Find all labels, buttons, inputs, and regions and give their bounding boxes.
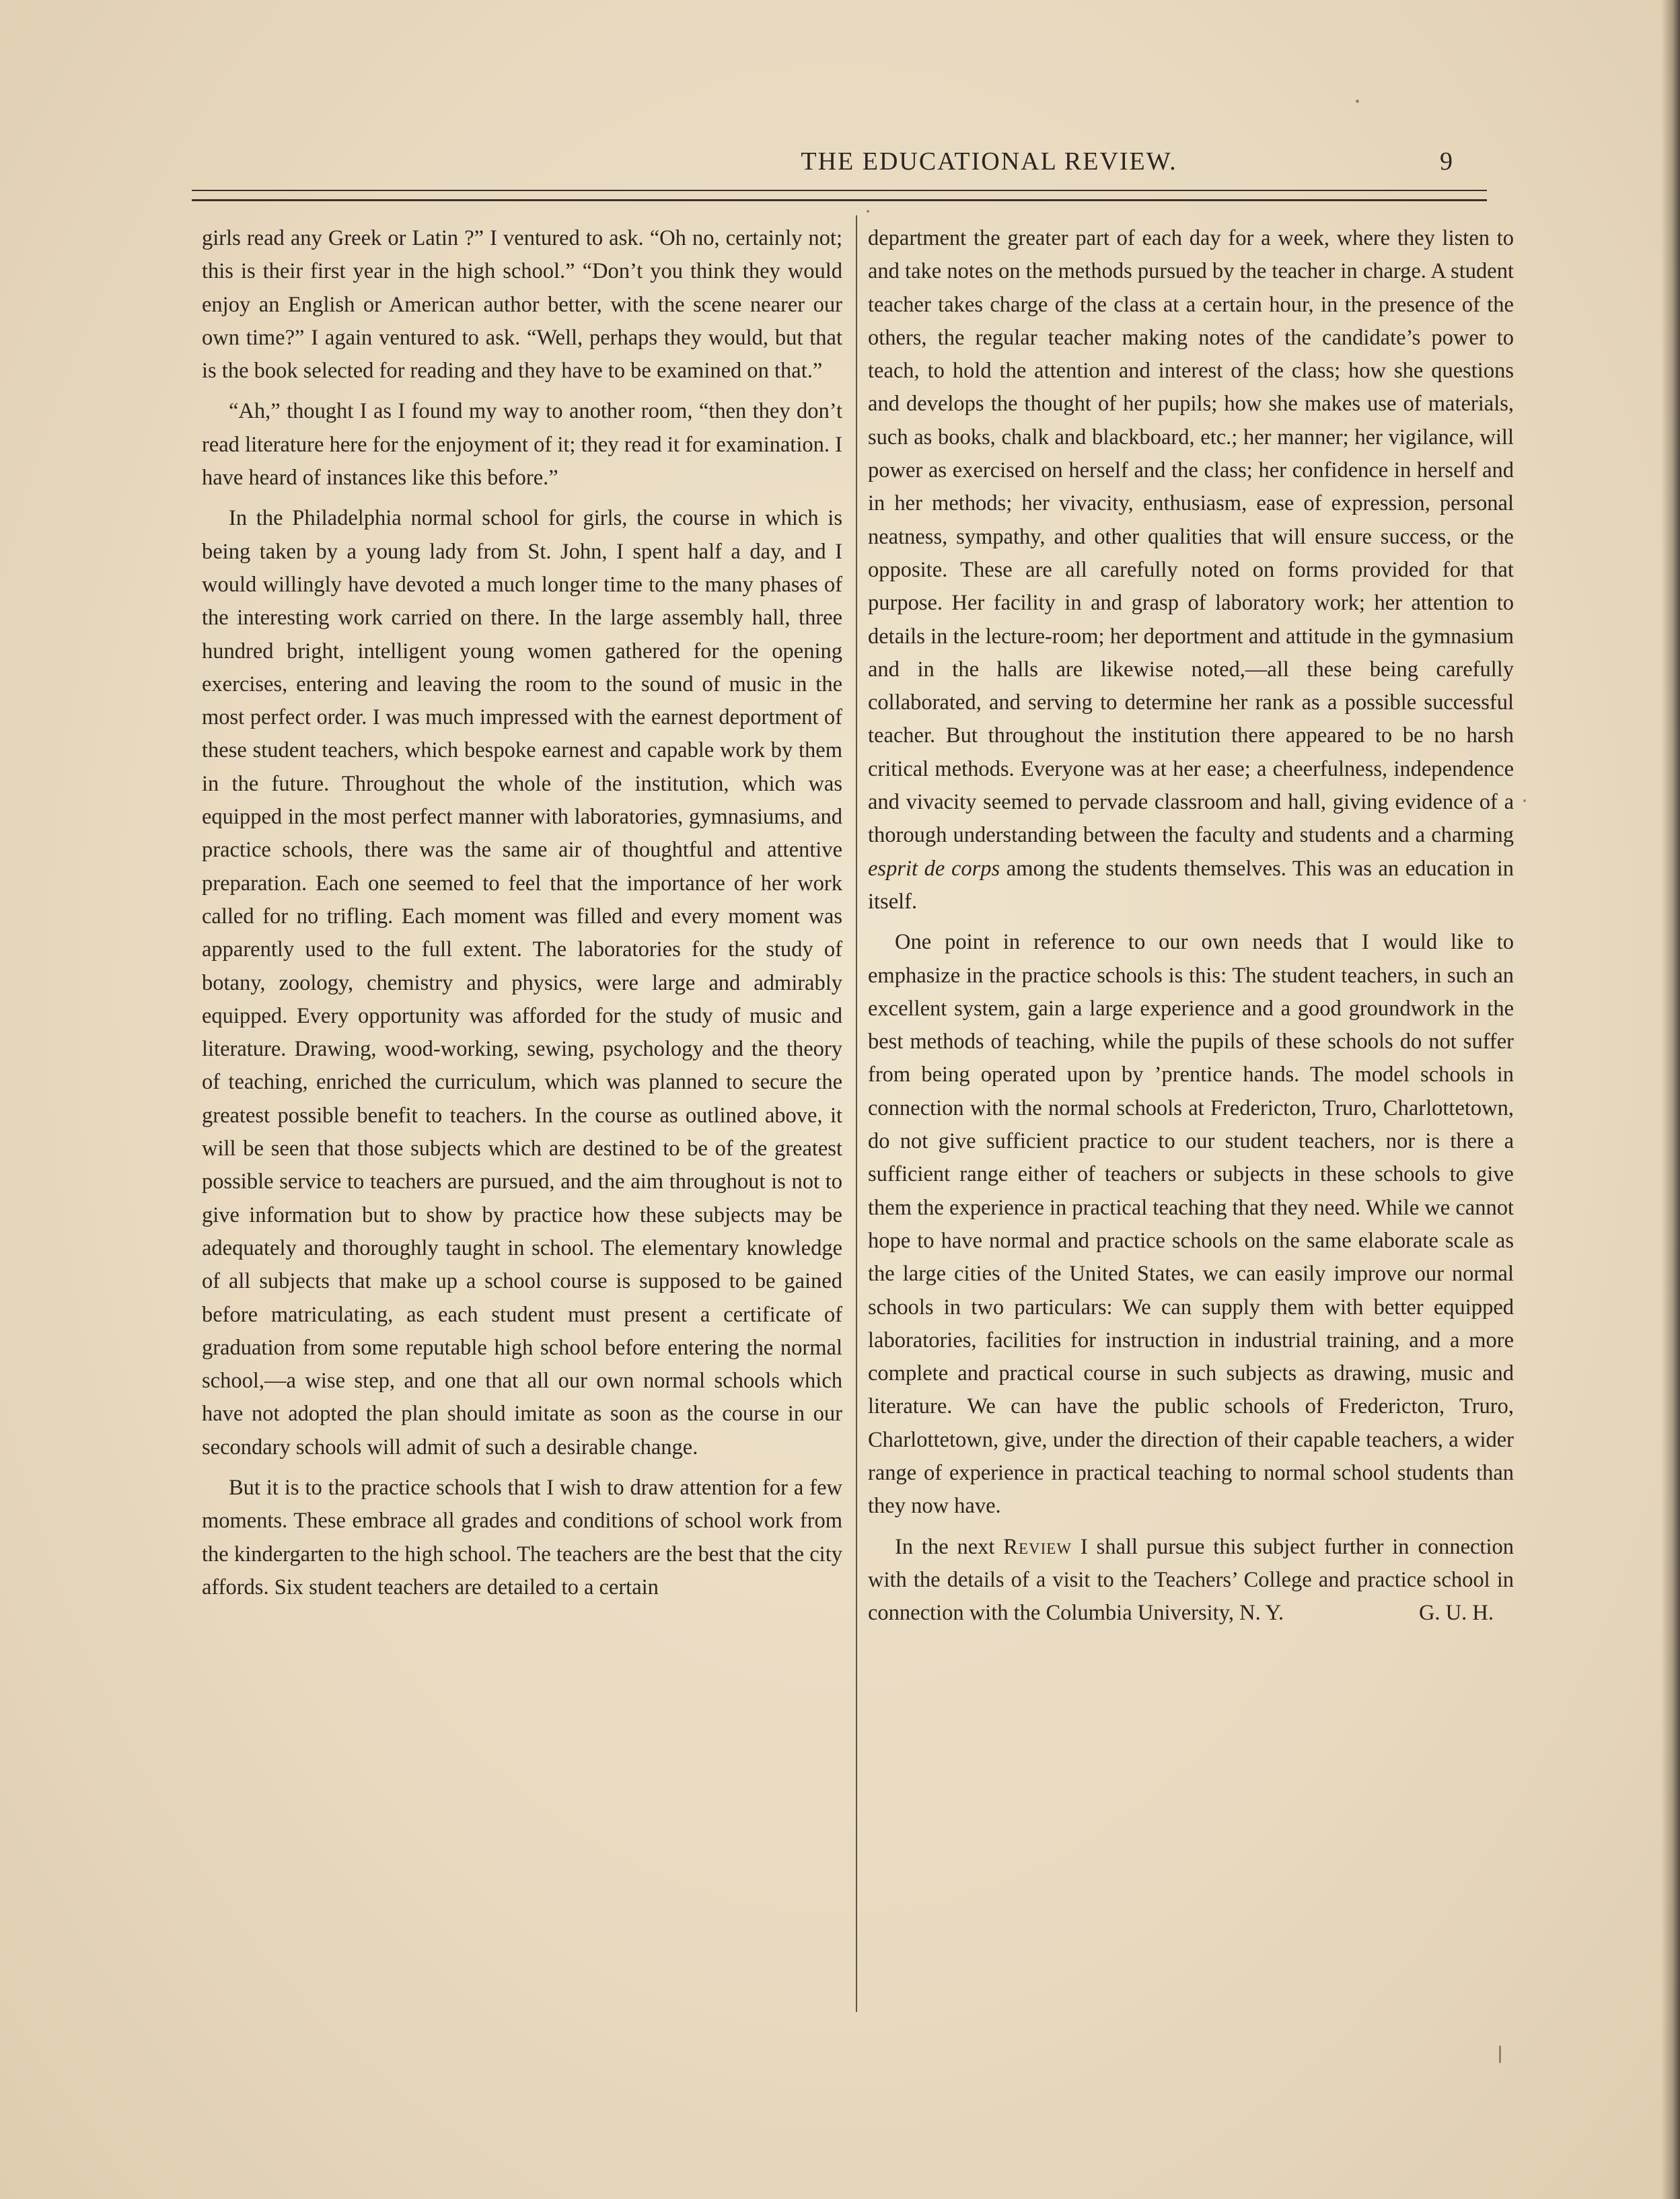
right-paragraph-3-text-a: In the next — [895, 1534, 1004, 1559]
paper-speck — [867, 210, 869, 213]
review-smallcaps: Review — [1003, 1534, 1072, 1559]
right-paragraph-1-text-b: among the students themselves. This was an education in itself. — [868, 856, 1514, 914]
right-paragraph-3 — [868, 1531, 1514, 1630]
author-signature: G. U. H. — [1418, 1601, 1494, 1626]
paper-speck — [1523, 799, 1526, 802]
left-paragraph-1: girls read any Greek or Latin ?” I ventured to ask. “Oh no, certainly not; this is their first year in the high school.” “Don’t you think they would enjoy an English or American author better, with the scene nearer our own time?” I again ventured to ask. “Well, perhaps they would, but that is the book selected for reading and they have to be examined on that.” — [202, 226, 842, 384]
column-divider — [856, 215, 857, 2012]
journal-title: THE EDUCATIONAL REVIEW. — [801, 147, 1177, 176]
right-paragraph-2: One point in reference to our own needs that I would like to emphasize in the practice schools is this: The student teachers, in such an excellent system, gain a large experience and a good groundwork in the best methods of teaching, while the pupils of these schools do not suffer from being operated upon by ’prentice hands. The model schools in connection with the normal schools at Fredericton, Truro, Charlottetown, do not give sufficient practice to our student teachers, nor is there a sufficient range either of teachers or subjects in these schools to give them the experience in practical teaching that they need. While we cannot hope to have normal and practice schools on the same elaborate scale as the large cities of the United States, we can easily improve our normal schools in two particulars: We can supply them with better equipped laboratories, facilities for instruction in industrial training, and a more complete and practical course in such subjects as drawing, music and literature. We can have the public schools of Fredericton, Truro, Charlottetown, give, under the direction of their capable teachers, a wider range of experience in practical teaching to normal school students than they now have. — [868, 930, 1514, 1519]
right-paragraph-1-text-a: department the greater part of each day for a week, where they listen to and take notes on the methods pursued by the teacher in charge. A student teacher takes charge of the class at a certain hour, in the presence of the others, the regular teacher making notes of the candidate’s power to teach, to hold the attention and interest of the class; how she questions and develops the thought of her pupils; how she makes use of materials, such as books, chalk and blackboard, etc.; her manner; her vigilance, will power as exercised on herself and the class; her confidence in herself and in her methods; her vivacity, enthusiasm, ease of expression, personal neatness, sympathy, and other qualities that will ensure success, or the opposite. These are all carefully noted on forms provided for that purpose. Her facility in and grasp of laboratory work; her attention to details in the lecture-room; her deportment and attitude in the gymnasium and in the halls are likewise noted,—all these being carefully collaborated, and serving to determine her rank as a possible successful teacher. But throughout the institution there appeared to be no harsh critical methods. Everyone was at her ease; a cheerfulness, independence and vivacity seemed to pervade classroom and hall, giving evidence of a thorough understanding between the faculty and students and a charming — [868, 226, 1514, 848]
right-column — [868, 222, 1514, 1637]
left-paragraph-4: But it is to the practice schools that I wish to draw attention for a few moments. These embrace all grades and conditions of school work from the kindergarten to the high school. The teachers are the best that the city affords. Six student teachers are detailed to a certain — [202, 1475, 842, 1599]
left-paragraph-2: “Ah,” thought I as I found my way to another room, “then they don’t read literature here for the enjoyment of it; they read it for examination. I have heard of instances like this before.” — [202, 399, 842, 491]
header-rule-thin — [192, 190, 1487, 191]
paper-speck — [1356, 100, 1359, 103]
running-head — [188, 147, 1480, 187]
page-number: 9 — [1440, 147, 1453, 176]
left-column — [202, 222, 842, 1612]
right-paragraph-1 — [868, 222, 1514, 918]
binding-shadow — [1661, 0, 1680, 2199]
right-paragraph-3-text-b: I shall pursue this subject further in connection with the details of a visit to the Teachers’ College and practice school in connection with the Columbia University, N. Y. — [868, 1534, 1514, 1626]
header-rule-thick — [192, 199, 1487, 201]
left-paragraph-3: In the Philadelphia normal school for girls, the course in which is being taken by a young lady from St. John, I spent half a day, and I would willingly have devoted a much longer time to the many phases of the interesting work carried on there. In the large assembly hall, three hundred bright, intelligent young women gathered for the opening exercises, entering and leaving the room to the sound of music in the most perfect order. I was much impressed with the earnest deportment of these student teachers, which bespoke earnest and capable work by them in the future. Throughout the whole of the institution, which was equipped in the most perfect manner with laboratories, gymnasiums, and practice schools, there was the same air of thoughtful and attentive preparation. Each one seemed to feel that the importance of her work called for no trifling. Each moment was filled and every moment was apparently used to the full extent. The laboratories for the study of botany, zoology, chemistry and physics, were large and admirably equipped. Every opportunity was afforded for the study of music and literature. Drawing, wood-working, sewing, psychology and the theory of teaching, enriched the curriculum, which was planned to secure the greatest possible benefit to teachers. In the course as outlined above, it will be seen that those subjects which are destined to be of the greatest possible service to teachers are pursued, and the aim throughout is not to give information but to show by practice how these subjects may be adequately and thoroughly taught in school. The elementary knowledge of all subjects that make up a school course is supposed to be gained before matriculating, as each student must present a certificate of graduation from some reputable high school before entering the normal school,—a wise step, and one that all our own normal schools which have not adopted the plan should imitate as soon as the course in our secondary schools will admit of such a desirable change. — [202, 506, 842, 1459]
paper-speck — [1499, 2046, 1501, 2063]
italic-phrase: esprit de corps — [868, 856, 1000, 881]
